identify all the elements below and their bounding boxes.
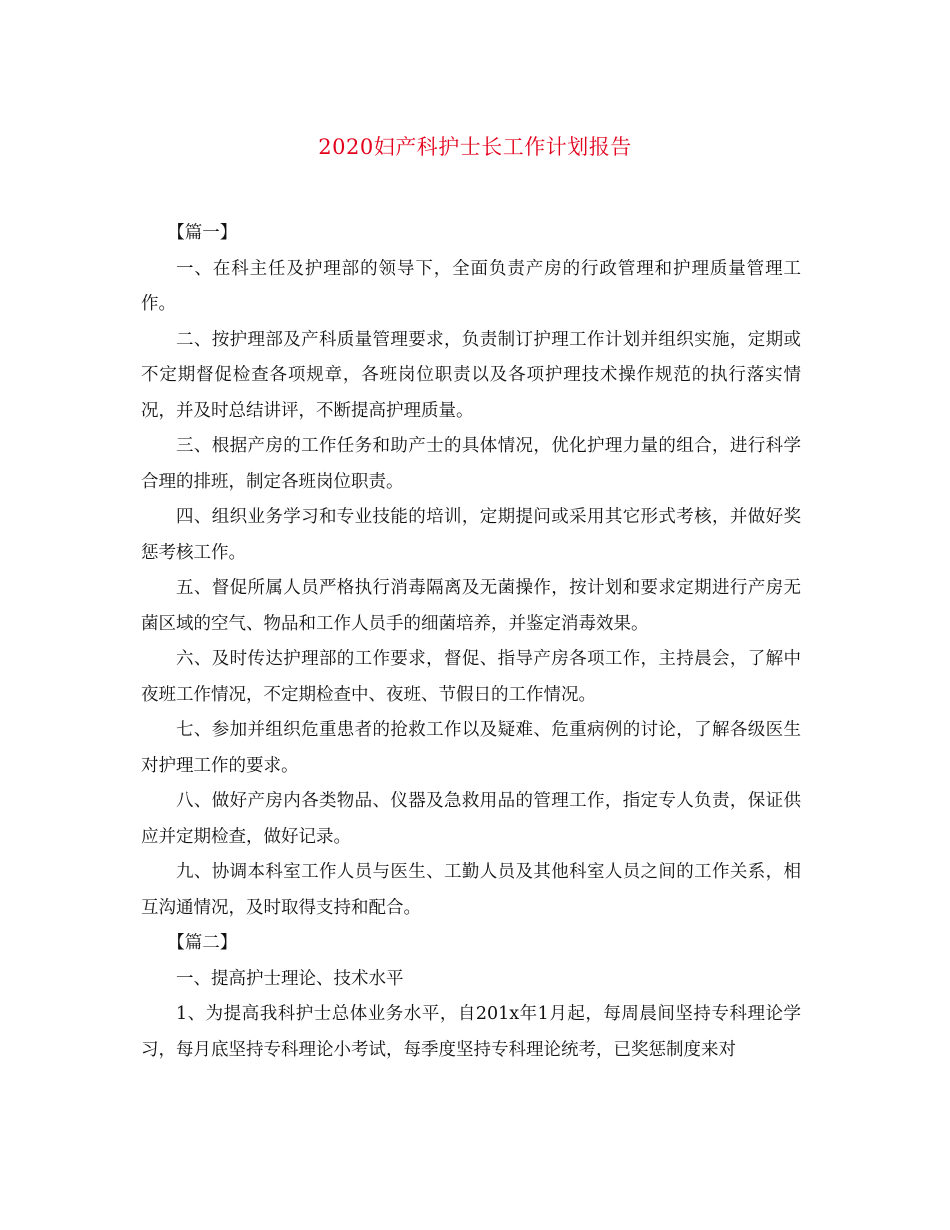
paragraph: 三、根据产房的工作任务和助产士的具体情况，优化护理力量的组合，进行科学合理的排班，制定各班岗位职责。: [141, 436, 801, 492]
paragraph: 一、在科主任及护理部的领导下，全面负责产房的行政管理和护理质量管理工作。: [141, 258, 801, 314]
paragraph: 四、组织业务学习和专业技能的培训，定期提问或采用其它形式考核，并做好奖惩考核工作。: [141, 507, 801, 563]
paragraph: 1、为提高我科护士总体业务水平，自201x年1月起，每周晨间坚持专科理论学习，每月底坚持专科理论小考试，每季度坚持专科理论统考，已奖惩制度来对: [141, 1004, 801, 1060]
section-heading-part2: 【篇二】: [167, 933, 238, 953]
document-body: [141, 216, 801, 1068]
section-heading-part1: 【篇一】: [167, 223, 238, 243]
paragraph: 六、及时传达护理部的工作要求，督促、指导产房各项工作，主持晨会，了解中夜班工作情况，不定期检查中、夜班、节假日的工作情况。: [141, 649, 801, 705]
paragraph: 八、做好产房内各类物品、仪器及急救用品的管理工作，指定专人负责，保证供应并定期检查，做好记录。: [141, 791, 801, 847]
document-title: 2020妇产科护士长工作计划报告: [318, 135, 632, 159]
paragraph: 五、督促所属人员严格执行消毒隔离及无菌操作，按计划和要求定期进行产房无菌区域的空气、物品和工作人员手的细菌培养，并鉴定消毒效果。: [141, 578, 801, 634]
paragraph: 七、参加并组织危重患者的抢救工作以及疑难、危重病例的讨论，了解各级医生对护理工作的要求。: [141, 720, 801, 776]
paragraph: 九、协调本科室工作人员与医生、工勤人员及其他科室人员之间的工作关系，相互沟通情况，及时取得支持和配合。: [141, 862, 801, 918]
paragraph: 一、提高护士理论、技术水平: [176, 968, 404, 989]
paragraph: 二、按护理部及产科质量管理要求，负责制订护理工作计划并组织实施，定期或不定期督促检查各项规章，各班岗位职责以及各项护理技术操作规范的执行落实情况，并及时总结讲评，不断提高护理质量。: [141, 329, 801, 421]
